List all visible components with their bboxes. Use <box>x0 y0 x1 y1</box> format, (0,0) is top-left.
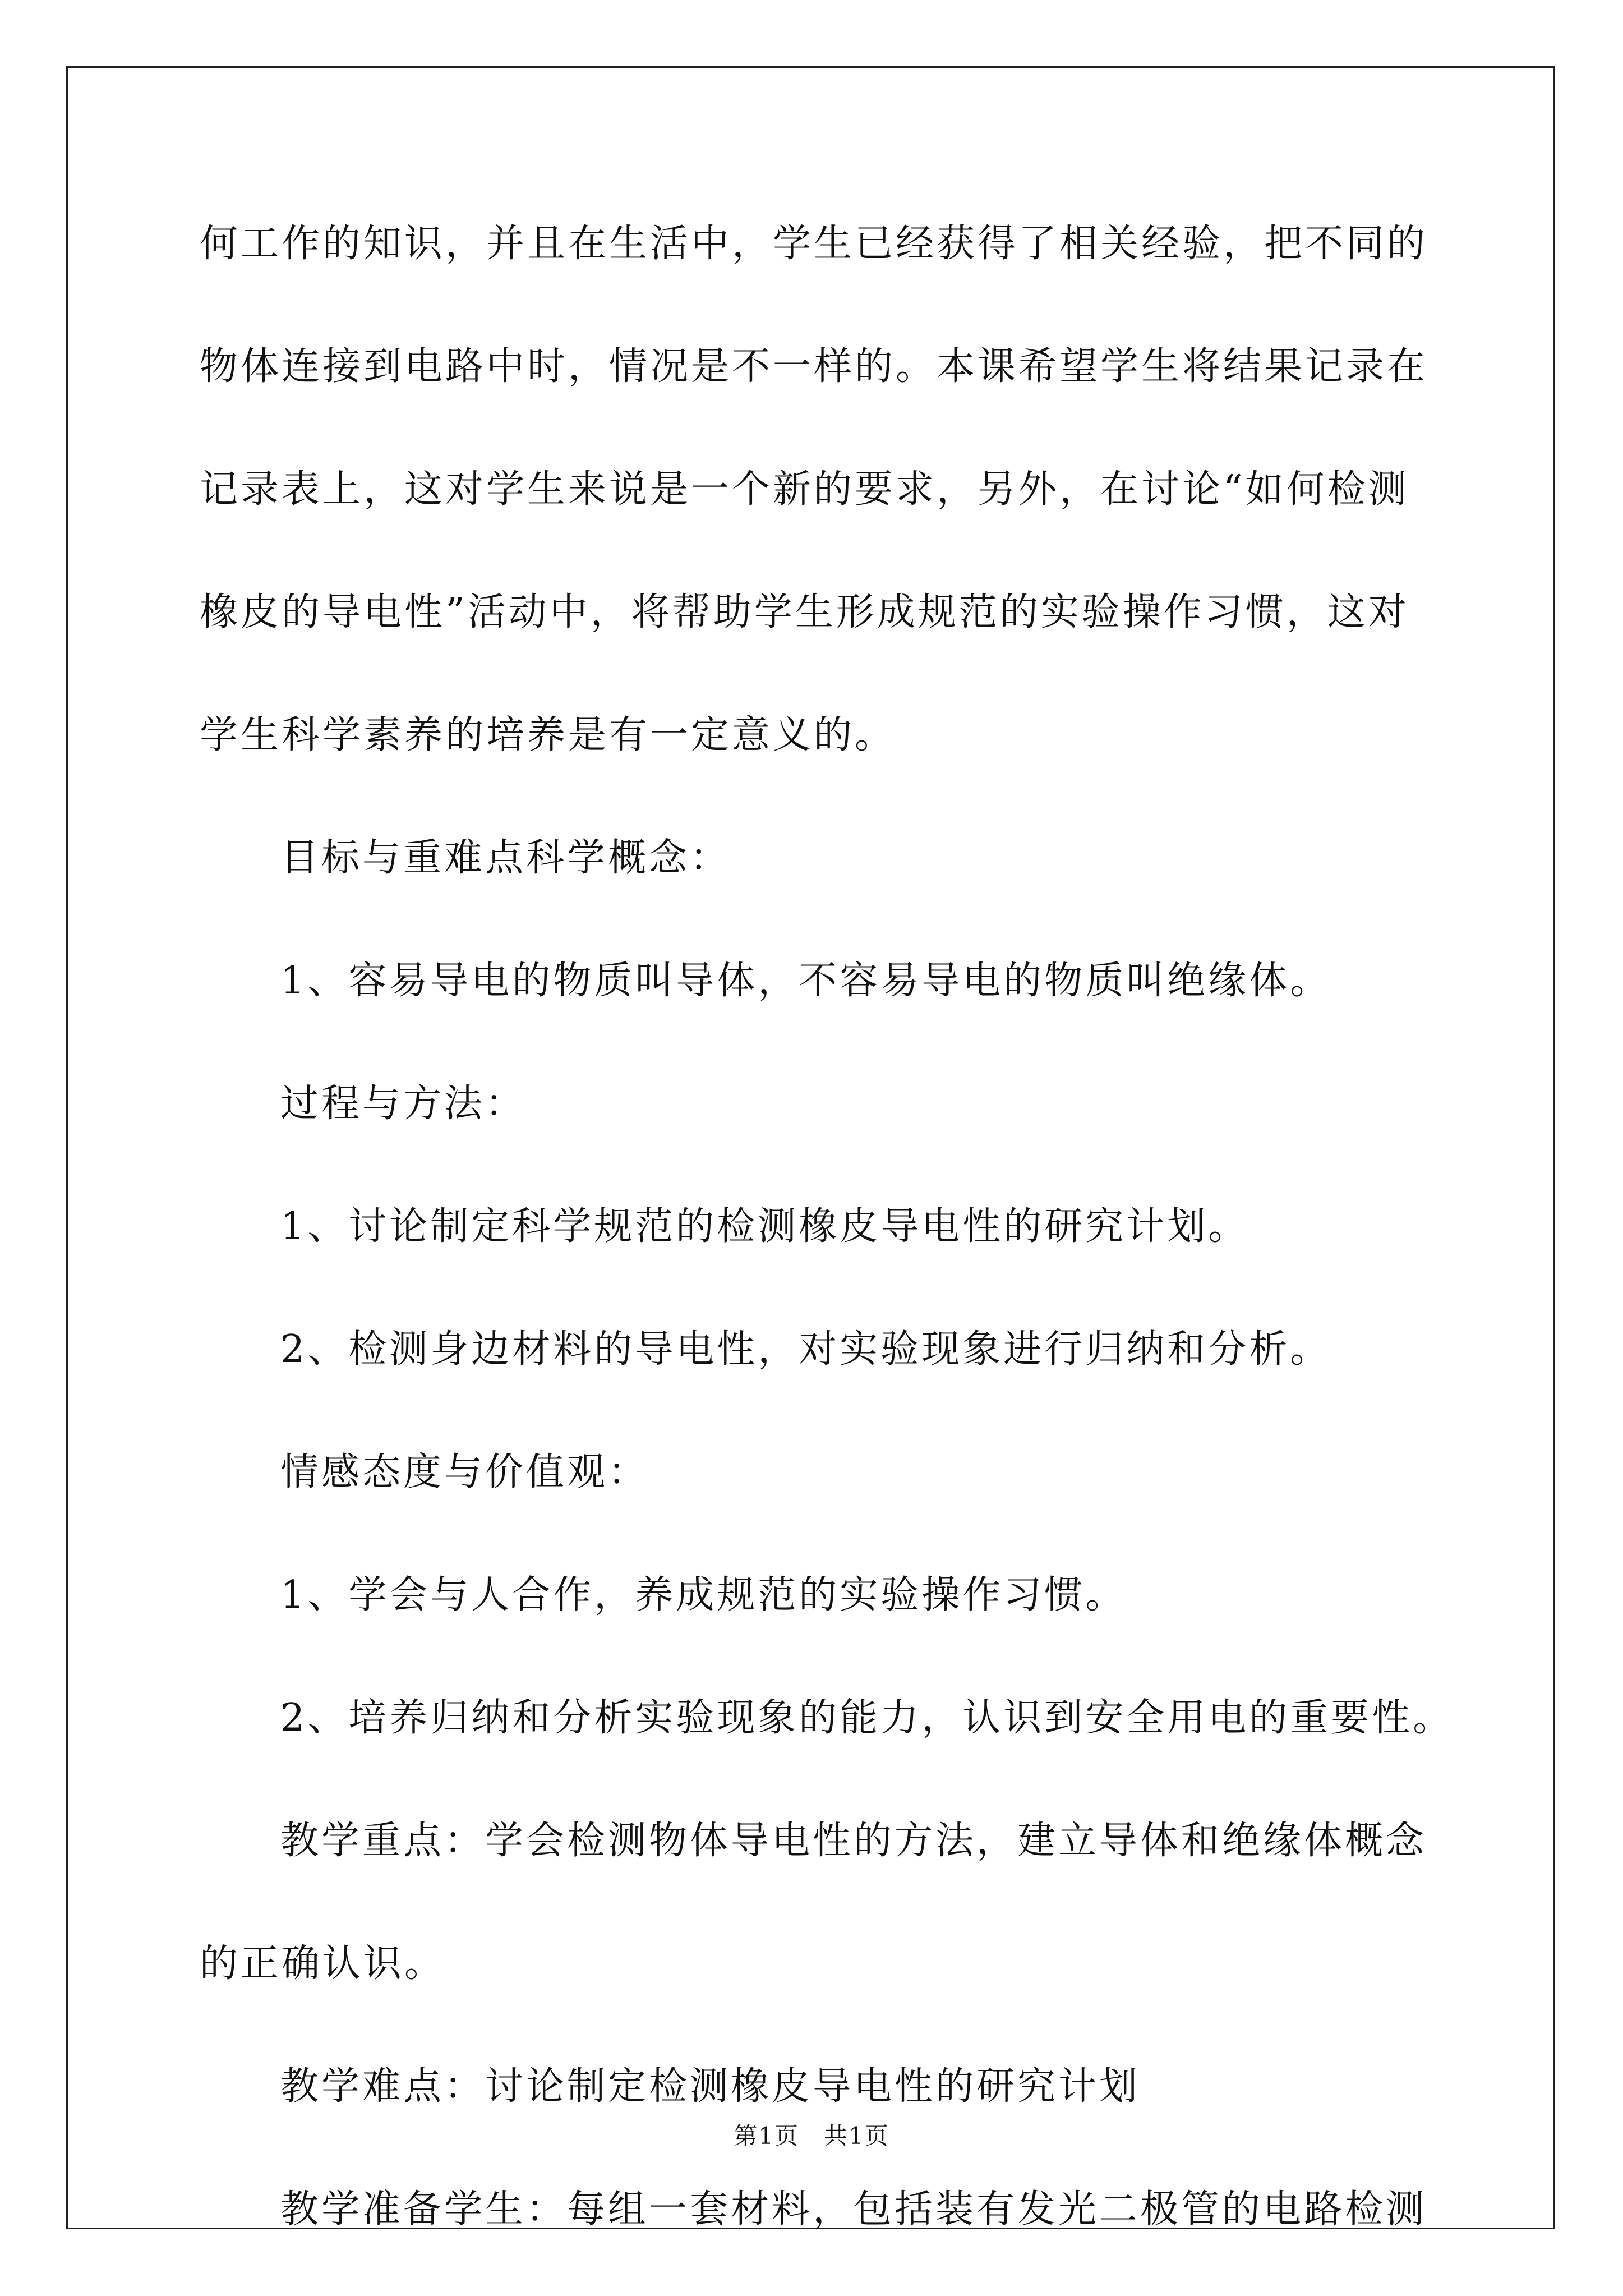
section-heading-goals: 目标与重难点科学概念： <box>280 836 731 880</box>
list-item: 1、容易导电的物质叫导体，不容易导电的物质叫绝缘体。 <box>280 959 1331 1003</box>
text-line-5: 学生科学素养的培养是有一定意义的。 <box>200 713 896 757</box>
teaching-focus: 教学重点：学会检测物体导电性的方法，建立导体和绝缘体概念 <box>280 1819 1427 1863</box>
text-line-continuation: 的正确认识。 <box>200 1941 446 1986</box>
list-item: 2、培养归纳和分析实验现象的能力，认识到安全用电的重要性。 <box>280 1696 1454 1740</box>
text-line-1: 何工作的知识，并且在生活中，学生已经获得了相关经验，把不同的 <box>200 222 1428 266</box>
list-item: 1、讨论制定科学规范的检测橡皮导电性的研究计划。 <box>280 1204 1249 1249</box>
section-heading-attitude: 情感态度与价值观： <box>280 1450 649 1494</box>
text-line-3: 记录表上，这对学生来说是一个新的要求，另外，在讨论“如何检测 <box>200 467 1409 512</box>
teaching-difficulty: 教学难点：讨论制定检测橡皮导电性的研究计划 <box>280 2064 1141 2109</box>
section-heading-process: 过程与方法： <box>280 1082 527 1126</box>
page-number-footer: 第1页 共1页 <box>734 2122 889 2150</box>
list-item: 1、学会与人合作，养成规范的实验操作习惯。 <box>280 1573 1127 1617</box>
text-line-2: 物体连接到电路中时，情况是不一样的。本课希望学生将结果记录在 <box>200 344 1428 389</box>
list-item: 2、检测身边材料的导电性，对实验现象进行归纳和分析。 <box>280 1327 1331 1372</box>
teaching-preparation: 教学准备学生：每组一套材料，包括装有发光二极管的电路检测 <box>280 2187 1427 2231</box>
text-line-4: 橡皮的导电性”活动中，将帮助学生形成规范的实验操作习惯，这对 <box>200 590 1409 634</box>
